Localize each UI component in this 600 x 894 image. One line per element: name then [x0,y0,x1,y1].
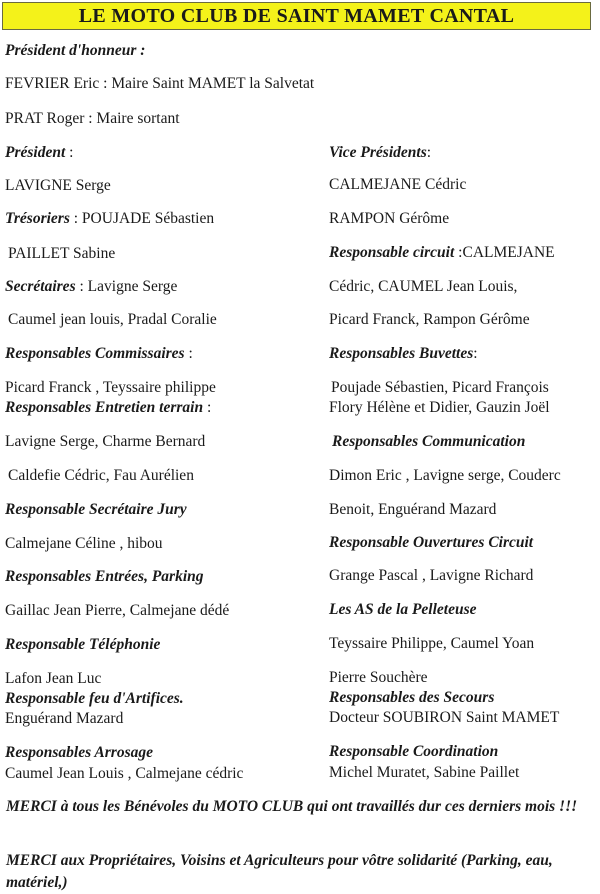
communication-heading: Responsables Communication [332,433,526,450]
circuit-1: :CALMEJANE [454,244,555,261]
buvettes-2: Flory Hélène et Didier, Gauzin Joël [329,399,550,416]
secours-1: Docteur SOUBIRON Saint MAMET [329,709,560,726]
vp-1: CALMEJANE Cédric [329,176,467,193]
arrosage-heading: Responsables Arrosage [5,744,153,761]
entretien-1: Lavigne Serge, Charme Bernard [5,433,206,450]
honneur-1: FEVRIER Eric : Maire Saint MAMET la Salvetat [5,75,315,92]
coordination-heading: Responsable Coordination [329,743,499,760]
buvettes-colon: : [473,345,478,362]
secours-heading: Responsables des Secours [329,689,495,706]
tresoriers-2: PAILLET Sabine [8,245,116,262]
secretaires-heading: Secrétaires [5,278,76,295]
tresoriers-1: : POUJADE Sébastien [69,210,215,227]
entrees-1: Gaillac Jean Pierre, Calmejane dédé [5,602,230,619]
circuit-3: Picard Franck, Rampon Gérôme [329,311,530,328]
telephonie-heading: Responsable Téléphonie [5,636,161,653]
entretien-colon: : [203,399,212,416]
page-title: LE MOTO CLUB DE SAINT MAMET CANTAL [2,2,591,30]
vp-row [329,144,431,162]
as-heading: Les AS de la Pelleteuse [329,601,477,618]
as-1: Teyssaire Philippe, Caumel Yoan [329,635,535,652]
telephonie-1: Lafon Jean Luc [5,670,102,687]
artifices-1: Enguérand Mazard [5,710,124,727]
tresoriers-row [5,210,214,228]
circuit-heading: Responsable circuit [329,244,455,261]
secretaires-2: Caumel jean louis, Pradal Coralie [8,311,217,328]
jury-heading: Responsable Secrétaire Jury [5,501,187,518]
tresoriers-heading: Trésoriers [5,210,70,227]
entrees-heading: Responsables Entrées, Parking [5,568,204,585]
coordination-1: Michel Muratet, Sabine Paillet [329,764,520,781]
secretaires-row [5,278,177,296]
buvettes-row [329,345,478,363]
vp-colon: : [426,144,432,161]
vp-heading: Vice Présidents [329,144,427,161]
commissaires-colon: : [184,345,193,362]
honneur-heading: Président d'honneur : [5,42,146,59]
commissaires-heading: Responsables Commissaires [5,345,185,362]
jury-1: Calmejane Céline , hibou [5,535,163,552]
entretien-row [5,399,211,417]
entretien-2: Caldefie Cédric, Fau Aurélien [8,467,194,484]
commissaires-1: Picard Franck , Teyssaire philippe [5,379,216,396]
artifices-heading: Responsable feu d'Artifices. [5,690,184,707]
as-2: Pierre Souchère [329,669,428,686]
president-colon: : [65,144,74,161]
entretien-heading: Responsables Entretien terrain [5,399,204,416]
circuit-2: Cédric, CAUMEL Jean Louis, [329,278,518,295]
communication-2: Benoit, Enguérand Mazard [329,501,497,518]
president-1: LAVIGNE Serge [5,177,111,194]
merci-benevoles: MERCI à tous les Bénévoles du MOTO CLUB qui ont travaillés dur ces derniers mois !!! [6,798,578,815]
president-heading: Président [5,144,66,161]
circuit-row [329,244,555,262]
honneur-2: PRAT Roger : Maire sortant [5,110,180,127]
commissaires-row [5,345,193,363]
buvettes-1: Poujade Sébastien, Picard François [331,379,549,396]
arrosage-1: Caumel Jean Louis , Calmejane cédric [5,765,244,782]
president-row [5,144,73,162]
buvettes-heading: Responsables Buvettes [329,345,474,362]
ouvertures-1: Grange Pascal , Lavigne Richard [329,567,534,584]
merci-proprietaires: MERCI aux Propriétaires, Voisins et Agriculteurs pour vôtre solidarité (Parking, eau, matériel,) [6,852,553,891]
vp-2: RAMPON Gérôme [329,210,450,227]
communication-1: Dimon Eric , Lavigne serge, Couderc [329,467,561,484]
secretaires-1: : Lavigne Serge [75,278,178,295]
ouvertures-heading: Responsable Ouvertures Circuit [329,534,534,551]
